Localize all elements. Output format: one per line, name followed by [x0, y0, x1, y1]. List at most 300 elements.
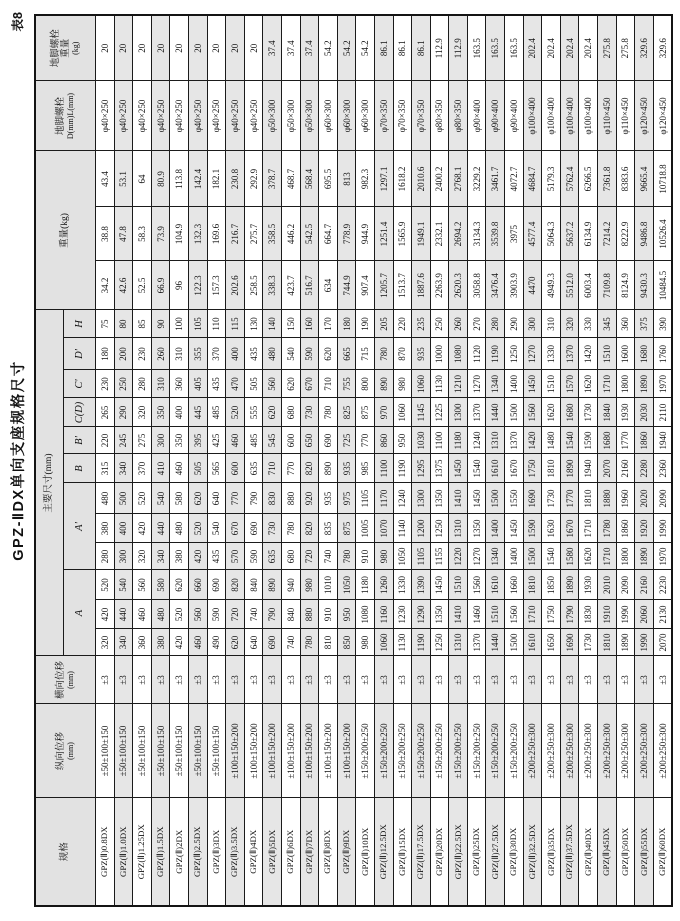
value-cell: 1710: [579, 514, 598, 543]
value-cell: 53.1: [114, 151, 133, 207]
value-cell: φ40×250: [207, 81, 226, 151]
value-cell: 1780: [598, 514, 617, 543]
spec-cell: GPZ(Ⅱ)4DX: [244, 798, 263, 906]
value-cell: 73.9: [151, 207, 170, 261]
value-cell: 20: [188, 15, 207, 81]
table-row: [486, 15, 505, 906]
value-cell: 830: [263, 483, 282, 514]
value-cell: 355: [188, 338, 207, 370]
header-anchor-bolt: [35, 81, 96, 151]
value-cell: ±200±250±300: [653, 704, 672, 798]
value-cell: 310: [170, 338, 189, 370]
value-cell: ±3: [449, 656, 468, 704]
value-cell: 1890: [560, 454, 579, 483]
value-cell: 690: [263, 629, 282, 656]
value-cell: 2110: [653, 398, 672, 427]
value-cell: 1710: [598, 543, 617, 570]
value-cell: 850: [337, 629, 356, 656]
value-cell: 1990: [616, 600, 635, 629]
table-row: [412, 15, 431, 906]
value-cell: 2263.9: [430, 261, 449, 310]
value-cell: 280: [96, 543, 115, 570]
value-cell: 670: [300, 370, 319, 398]
value-cell: 1710: [523, 600, 542, 629]
value-cell: 37.4: [263, 15, 282, 81]
value-cell: 580: [151, 570, 170, 600]
value-cell: ±3: [319, 656, 338, 704]
value-cell: 320: [133, 398, 152, 427]
value-cell: 1100: [374, 454, 393, 483]
value-cell: ±3: [486, 656, 505, 704]
value-cell: 315: [96, 454, 115, 483]
header-anchor-bolt-label: 地脚螺栓: [55, 97, 66, 136]
value-cell: 1620: [579, 370, 598, 398]
table-row: [226, 15, 245, 906]
value-cell: 640: [244, 629, 263, 656]
value-cell: 1680: [598, 427, 617, 454]
value-cell: 1810: [523, 570, 542, 600]
value-cell: 230: [133, 338, 152, 370]
value-cell: 480: [170, 514, 189, 543]
value-cell: φ60×300: [337, 81, 356, 151]
value-cell: φ40×250: [170, 81, 189, 151]
value-cell: 810: [319, 629, 338, 656]
value-cell: 568.4: [300, 151, 319, 207]
value-cell: 290: [114, 398, 133, 427]
header-dim-b: B: [64, 454, 96, 483]
table-row: [356, 15, 375, 906]
value-cell: 505: [244, 370, 263, 398]
table-row: [337, 15, 356, 906]
value-cell: 7214.2: [598, 207, 617, 261]
value-cell: 1960: [616, 483, 635, 514]
value-cell: 290: [505, 310, 524, 338]
value-cell: 520: [133, 483, 152, 514]
value-cell: 944.9: [356, 207, 375, 261]
value-cell: φ70×350: [374, 81, 393, 151]
value-cell: 1370: [467, 629, 486, 656]
value-cell: 1340: [486, 543, 505, 570]
value-cell: 1840: [598, 398, 617, 427]
spec-cell: GPZ(Ⅱ)15DX: [393, 798, 412, 906]
value-cell: 1155: [430, 543, 449, 570]
value-cell: 1170: [374, 483, 393, 514]
value-cell: 2694.2: [449, 207, 468, 261]
value-cell: ±100±150±200: [281, 704, 300, 798]
value-cell: 275.7: [244, 207, 263, 261]
value-cell: 292.9: [244, 151, 263, 207]
value-cell: ±150±200±250: [467, 704, 486, 798]
value-cell: 330: [579, 310, 598, 338]
value-cell: 1270: [467, 543, 486, 570]
value-cell: 358.5: [263, 207, 282, 261]
value-cell: 778.9: [337, 207, 356, 261]
value-cell: 260: [449, 310, 468, 338]
value-cell: 1370: [505, 427, 524, 454]
value-cell: ±200±250±300: [542, 704, 561, 798]
value-cell: 47.8: [114, 207, 133, 261]
value-cell: 1810: [598, 629, 617, 656]
value-cell: ±3: [356, 656, 375, 704]
value-cell: 840: [244, 570, 263, 600]
value-cell: 169.6: [207, 207, 226, 261]
value-cell: 1300: [412, 483, 431, 514]
value-cell: 3903.9: [505, 261, 524, 310]
value-cell: 250: [430, 310, 449, 338]
value-cell: φ40×250: [114, 81, 133, 151]
value-cell: 935: [319, 483, 338, 514]
value-cell: 720: [300, 543, 319, 570]
value-cell: 1350: [467, 514, 486, 543]
value-cell: 380: [170, 543, 189, 570]
value-cell: 1340: [486, 370, 505, 398]
value-cell: 1390: [412, 570, 431, 600]
value-cell: 9665.4: [635, 151, 654, 207]
value-cell: 410: [151, 454, 170, 483]
value-cell: 4577.4: [523, 207, 542, 261]
value-cell: ±50±100±150: [96, 704, 115, 798]
value-cell: 1500: [505, 398, 524, 427]
value-cell: φ40×250: [133, 81, 152, 151]
spec-cell: GPZ(Ⅱ)3DX: [207, 798, 226, 906]
value-cell: 2070: [653, 629, 672, 656]
value-cell: φ100×400: [560, 81, 579, 151]
value-cell: 10484.5: [653, 261, 672, 310]
value-cell: 540: [207, 514, 226, 543]
value-cell: 940: [281, 570, 300, 600]
value-cell: 90: [151, 310, 170, 338]
value-cell: 1400: [486, 514, 505, 543]
value-cell: ±150±200±250: [505, 704, 524, 798]
value-cell: ±3: [337, 656, 356, 704]
value-cell: 1930: [579, 570, 598, 600]
value-cell: 38.8: [96, 207, 115, 261]
value-cell: 516.7: [300, 261, 319, 310]
value-cell: 8222.9: [616, 207, 635, 261]
value-cell: 375: [635, 310, 654, 338]
value-cell: 1590: [523, 514, 542, 543]
value-cell: 1220: [449, 543, 468, 570]
value-cell: 715: [356, 338, 375, 370]
value-cell: 1750: [523, 454, 542, 483]
value-cell: 890: [374, 370, 393, 398]
value-cell: 620: [319, 338, 338, 370]
value-cell: 1450: [523, 370, 542, 398]
value-cell: 1460: [467, 600, 486, 629]
value-cell: 1949.1: [412, 207, 431, 261]
value-cell: 400: [226, 338, 245, 370]
value-cell: 680: [281, 398, 300, 427]
value-cell: 100: [170, 310, 189, 338]
value-cell: 1590: [579, 427, 598, 454]
value-cell: φ90×400: [505, 81, 524, 151]
value-cell: 1610: [486, 454, 505, 483]
value-cell: 650: [300, 427, 319, 454]
value-cell: 280: [133, 370, 152, 398]
value-cell: 1140: [393, 514, 412, 543]
value-cell: 1330: [542, 338, 561, 370]
value-cell: 350: [151, 398, 170, 427]
value-cell: 1887.6: [412, 261, 431, 310]
value-cell: 890: [263, 570, 282, 600]
value-cell: 825: [337, 398, 356, 427]
value-cell: 163.5: [467, 15, 486, 81]
header-dim-d-prime: D': [64, 338, 96, 370]
value-cell: 5762.4: [560, 151, 579, 207]
value-cell: ±150±200±250: [486, 704, 505, 798]
value-cell: 378.7: [263, 151, 282, 207]
value-cell: 130: [244, 310, 263, 338]
value-cell: ±200±250±300: [560, 704, 579, 798]
value-cell: 1540: [542, 543, 561, 570]
value-cell: ±3: [393, 656, 412, 704]
value-cell: 75: [96, 310, 115, 338]
value-cell: 920: [300, 483, 319, 514]
value-cell: 1290: [412, 600, 431, 629]
table-row: [281, 15, 300, 906]
value-cell: 310: [542, 310, 561, 338]
value-cell: ±100±150±200: [300, 704, 319, 798]
value-cell: 216.7: [226, 207, 245, 261]
value-cell: 2090: [653, 483, 672, 514]
value-cell: φ40×250: [188, 81, 207, 151]
value-cell: 880: [281, 483, 300, 514]
value-cell: 440: [114, 600, 133, 629]
value-cell: 680: [281, 543, 300, 570]
value-cell: 907.4: [356, 261, 375, 310]
spec-cell: GPZ(Ⅱ)2.5DX: [188, 798, 207, 906]
value-cell: 400: [114, 514, 133, 543]
spec-cell: GPZ(Ⅱ)2DX: [170, 798, 189, 906]
value-cell: 1940: [579, 454, 598, 483]
value-cell: 1500: [523, 543, 542, 570]
value-cell: 10718.8: [653, 151, 672, 207]
value-cell: 780: [319, 398, 338, 427]
value-cell: 20: [170, 15, 189, 81]
value-cell: 1513.7: [393, 261, 412, 310]
value-cell: 1810: [579, 483, 598, 514]
value-cell: 1630: [542, 514, 561, 543]
value-cell: 3461.7: [486, 151, 505, 207]
value-cell: ±3: [244, 656, 263, 704]
value-cell: 1010: [319, 570, 338, 600]
header-anchor-bolt-weight: [35, 15, 96, 81]
value-cell: 1450: [467, 483, 486, 514]
header-dim-c-prime: C': [64, 370, 96, 398]
value-cell: φ50×300: [281, 81, 300, 151]
table-row: [114, 15, 133, 906]
value-cell: 870: [393, 338, 412, 370]
value-cell: 560: [188, 600, 207, 629]
value-cell: 840: [281, 600, 300, 629]
value-cell: 9486.8: [635, 207, 654, 261]
value-cell: 1370: [560, 338, 579, 370]
value-cell: 1145: [412, 398, 431, 427]
value-cell: 163.5: [505, 15, 524, 81]
value-cell: ±3: [560, 656, 579, 704]
value-cell: 64: [133, 151, 152, 207]
value-cell: ±3: [151, 656, 170, 704]
value-cell: 1120: [467, 338, 486, 370]
value-cell: 1225: [430, 398, 449, 427]
value-cell: 1680: [560, 398, 579, 427]
value-cell: ±50±100±150: [114, 704, 133, 798]
table-row: [319, 15, 338, 906]
value-cell: 360: [616, 310, 635, 338]
value-cell: 1205.7: [374, 261, 393, 310]
value-cell: 163.5: [486, 15, 505, 81]
value-cell: 740: [281, 629, 300, 656]
value-cell: 565: [207, 454, 226, 483]
value-cell: 104.9: [170, 207, 189, 261]
table-row: [263, 15, 282, 906]
value-cell: ±100±150±200: [319, 704, 338, 798]
value-cell: 1910: [598, 600, 617, 629]
value-cell: ±3: [281, 656, 300, 704]
header-lateral-displacement: [35, 656, 96, 704]
value-cell: 345: [598, 310, 617, 338]
value-cell: 460: [133, 600, 152, 629]
value-cell: 380: [96, 514, 115, 543]
value-cell: 540: [151, 483, 170, 514]
value-cell: 190: [356, 310, 375, 338]
value-cell: ±3: [430, 656, 449, 704]
value-cell: φ90×400: [467, 81, 486, 151]
value-cell: 1810: [542, 454, 561, 483]
value-cell: 180: [96, 338, 115, 370]
value-cell: 2060: [635, 600, 654, 629]
value-cell: 1297.1: [374, 151, 393, 207]
header-dim-h: H: [64, 310, 96, 338]
value-cell: ±50±100±150: [151, 704, 170, 798]
value-cell: 300: [151, 427, 170, 454]
value-cell: 2010.6: [412, 151, 431, 207]
header-row-groups: [35, 15, 64, 906]
value-cell: 2010: [598, 570, 617, 600]
value-cell: 85: [133, 310, 152, 338]
value-cell: 54.2: [356, 15, 375, 81]
value-cell: 780: [374, 338, 393, 370]
value-cell: 2090: [616, 570, 635, 600]
value-cell: 1500: [505, 629, 524, 656]
value-cell: 1440: [486, 629, 505, 656]
value-cell: 202.4: [560, 15, 579, 81]
header-weight: 重量(kg): [35, 151, 96, 310]
value-cell: 445: [188, 398, 207, 427]
table-row: [505, 15, 524, 906]
value-cell: 390: [653, 310, 672, 338]
value-cell: 1510: [486, 600, 505, 629]
value-cell: 4684.7: [523, 151, 542, 207]
value-cell: 202.4: [523, 15, 542, 81]
value-cell: 235: [412, 310, 431, 338]
value-cell: 370: [133, 454, 152, 483]
spec-cell: GPZ(Ⅱ)6DX: [281, 798, 300, 906]
value-cell: 370: [207, 338, 226, 370]
value-cell: 1890: [635, 370, 654, 398]
value-cell: 300: [114, 543, 133, 570]
value-cell: 910: [319, 600, 338, 629]
table-row: [635, 15, 654, 906]
value-cell: 170: [319, 310, 338, 338]
value-cell: φ40×250: [151, 81, 170, 151]
value-cell: 980: [393, 370, 412, 398]
value-cell: 780: [337, 543, 356, 570]
value-cell: 690: [319, 427, 338, 454]
value-cell: 180: [337, 310, 356, 338]
value-cell: 890: [319, 454, 338, 483]
spec-cell: GPZ(Ⅱ)8DX: [319, 798, 338, 906]
value-cell: 635: [244, 454, 263, 483]
value-cell: 320: [560, 310, 579, 338]
value-cell: 1105: [412, 543, 431, 570]
spec-cell: GPZ(Ⅱ)20DX: [430, 798, 449, 906]
table-row: [170, 15, 189, 906]
value-cell: φ100×400: [542, 81, 561, 151]
value-cell: 425: [207, 427, 226, 454]
value-cell: 480: [151, 600, 170, 629]
value-cell: 202.6: [226, 261, 245, 310]
value-cell: 468.7: [281, 151, 300, 207]
value-cell: 3476.4: [486, 261, 505, 310]
value-cell: 275.8: [616, 15, 635, 81]
value-cell: 640: [207, 483, 226, 514]
value-cell: 690: [207, 570, 226, 600]
value-cell: 1295: [412, 454, 431, 483]
value-cell: 1650: [542, 629, 561, 656]
value-cell: 1930: [616, 398, 635, 427]
value-cell: 205: [374, 310, 393, 338]
value-cell: φ120×450: [635, 81, 654, 151]
value-cell: ±150±200±250: [430, 704, 449, 798]
value-cell: 1251.4: [374, 207, 393, 261]
value-cell: 635: [263, 543, 282, 570]
value-cell: 540: [114, 570, 133, 600]
value-cell: ±3: [523, 656, 542, 704]
value-cell: 560: [263, 370, 282, 398]
table-row: [542, 15, 561, 906]
value-cell: 1190: [412, 629, 431, 656]
value-cell: 600: [281, 427, 300, 454]
value-cell: 980: [300, 570, 319, 600]
value-cell: 160: [300, 310, 319, 338]
value-cell: 1770: [560, 483, 579, 514]
value-cell: 2070: [598, 454, 617, 483]
value-cell: 1550: [505, 483, 524, 514]
value-cell: 820: [226, 570, 245, 600]
spec-cell: GPZ(Ⅱ)1.0DX: [114, 798, 133, 906]
value-cell: 665: [337, 338, 356, 370]
spec-cell: GPZ(Ⅱ)35DX: [542, 798, 561, 906]
value-cell: 590: [207, 600, 226, 629]
header-dim-cd: C(D): [64, 398, 96, 427]
value-cell: 1400: [505, 370, 524, 398]
value-cell: 20: [226, 15, 245, 81]
value-cell: 1260: [374, 570, 393, 600]
value-cell: 230: [96, 370, 115, 398]
value-cell: 395: [188, 427, 207, 454]
header-longitudinal-unit: (mm): [65, 742, 75, 760]
value-cell: 780: [281, 514, 300, 543]
value-cell: 1190: [393, 454, 412, 483]
value-cell: 1940: [653, 427, 672, 454]
value-cell: 480: [96, 483, 115, 514]
value-cell: ±3: [114, 656, 133, 704]
value-cell: 2400.2: [430, 151, 449, 207]
value-cell: 420: [133, 514, 152, 543]
value-cell: 1830: [579, 600, 598, 629]
value-cell: 860: [374, 427, 393, 454]
